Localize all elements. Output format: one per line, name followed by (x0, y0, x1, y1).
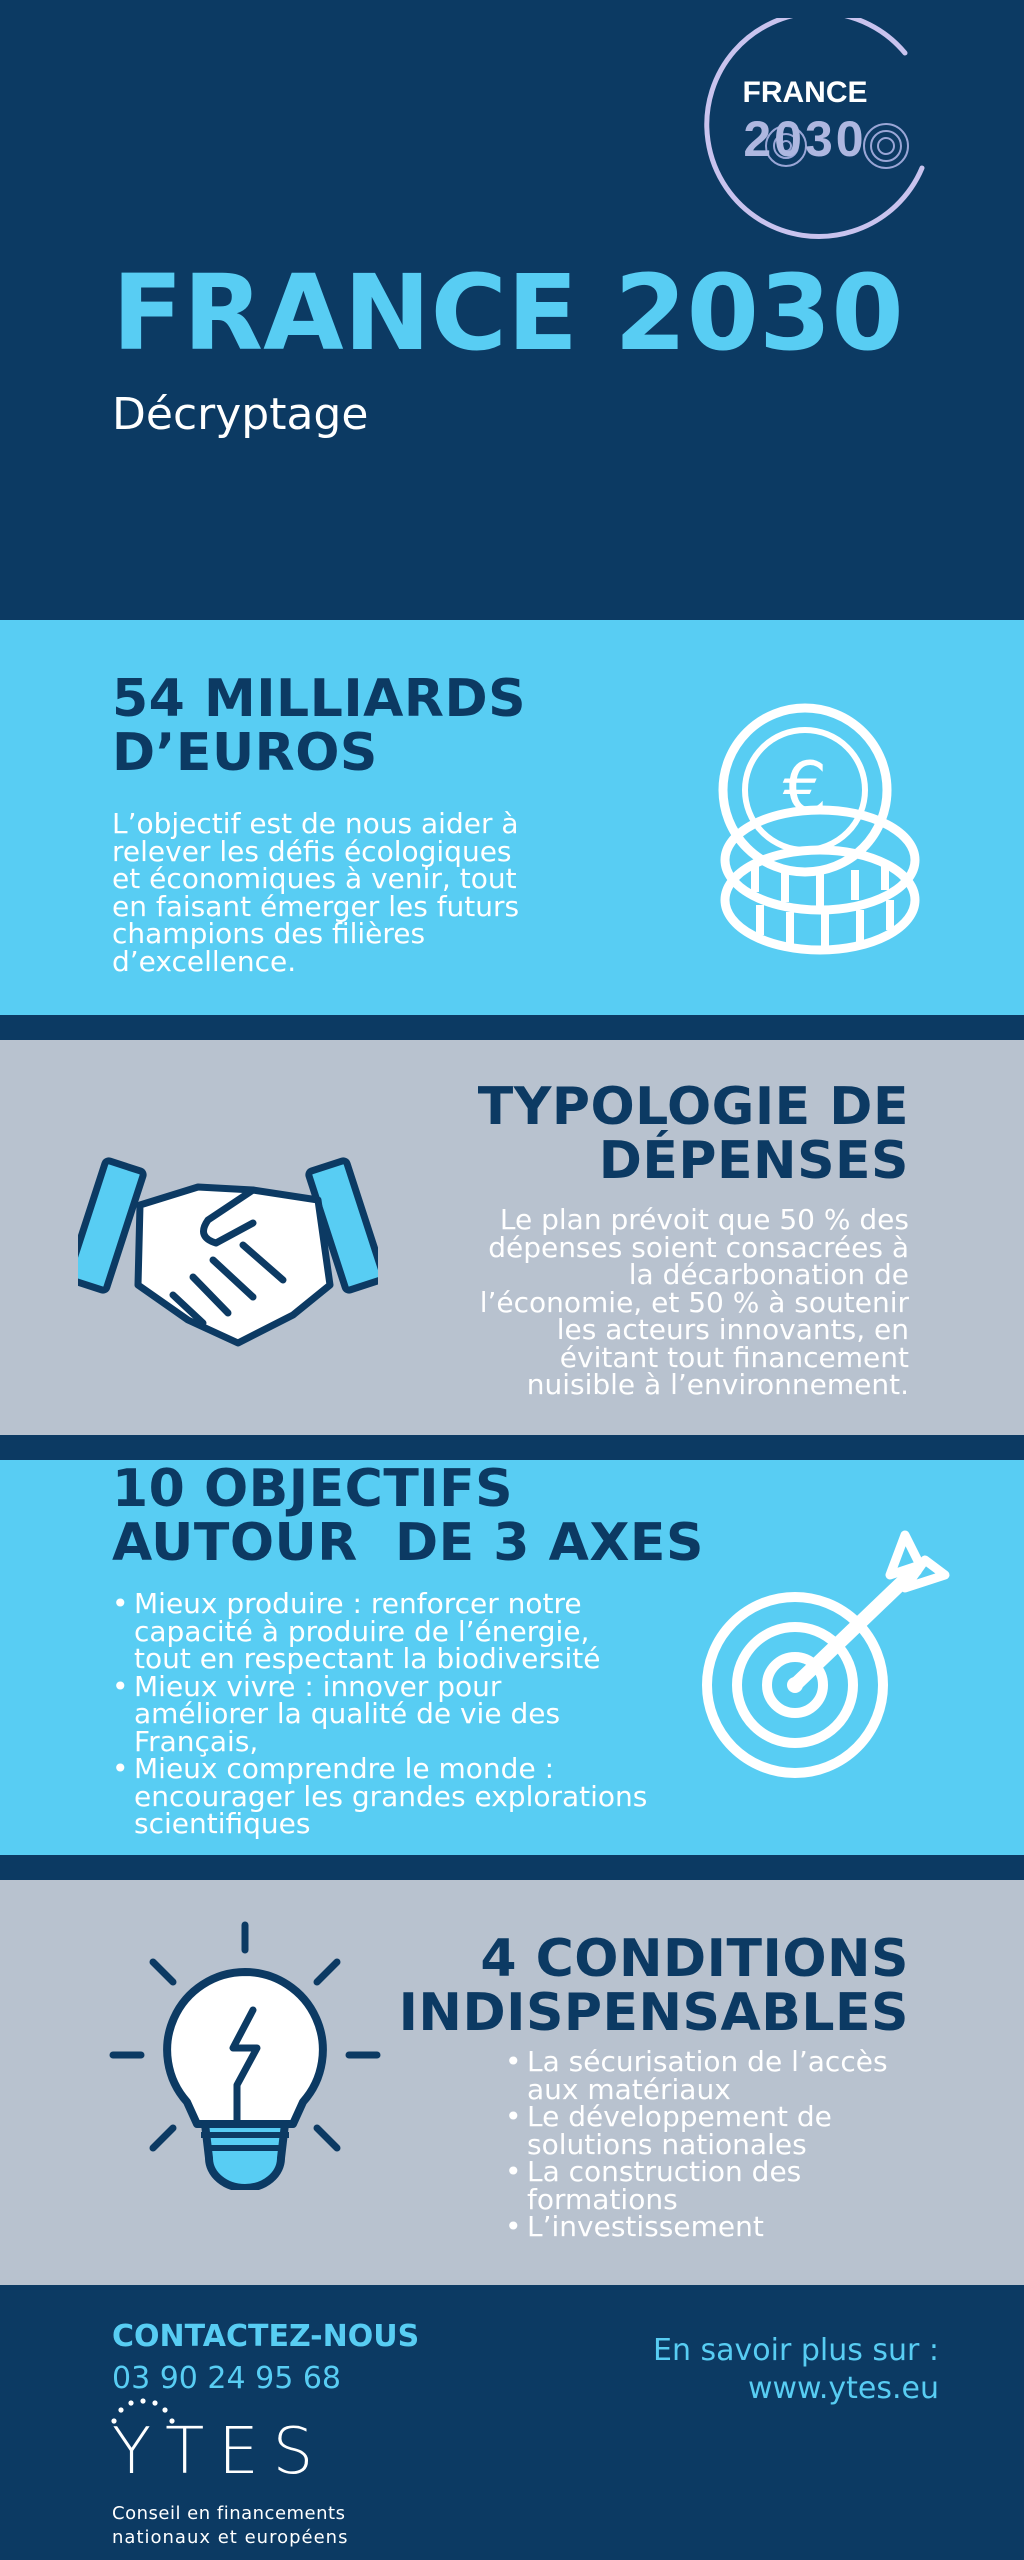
text-line: l’économie, et 50 % à soutenir (479, 1285, 909, 1319)
list-item (505, 2045, 888, 2106)
website-link[interactable]: www.ytes.eu (747, 2371, 939, 2406)
bullet-line: solutions nationales (527, 2127, 807, 2161)
section-conditions (0, 1880, 1024, 2285)
euro-coins-icon (700, 700, 930, 960)
more-info-label: En savoir plus sur : (652, 2333, 939, 2368)
text-line: les acteurs innovants, en (556, 1313, 909, 1346)
contact-label: CONTACTEZ-NOUS (112, 2319, 420, 2354)
bullet-line: encourager les grandes explorations (134, 1779, 648, 1813)
section-objectives (0, 1460, 1024, 1855)
lightbulb-icon (105, 1920, 385, 2190)
bullet-line: • La construction des (527, 2155, 802, 2188)
footer (0, 2285, 1024, 2560)
bullet-line: Français, (134, 1724, 259, 1758)
bullet-line: capacité à produire de l’énergie, (134, 1614, 590, 1648)
phone-number[interactable]: 03 90 24 95 68 (112, 2361, 342, 2396)
bullet-line: • Mieux produire : renforcer notre (134, 1587, 582, 1620)
text-line: champions des filières (112, 917, 426, 950)
header-band (0, 0, 1024, 620)
france-2030-logo (690, 18, 940, 248)
list-item (505, 2100, 888, 2161)
conditions-list (505, 2045, 888, 2243)
text-line: la décarbonation de (628, 1258, 909, 1291)
section-budget (0, 620, 1024, 1015)
text-line: nuisible à l’environnement. (526, 1368, 909, 1401)
list-item (505, 2155, 888, 2216)
title-line: 4 CONDITIONS (480, 1929, 909, 1989)
bullet-line: • Mieux comprendre le monde : (134, 1752, 555, 1785)
bullet-line: scientifiques (134, 1807, 311, 1840)
bullet-line: • Le développement de (527, 2100, 832, 2133)
text-line: dépenses soient consacrées à (488, 1230, 909, 1264)
text-line: Le plan prévoit que 50 % des (499, 1203, 909, 1236)
section-title (112, 669, 527, 783)
bullet-line: • Mieux vivre : innover pour (134, 1669, 502, 1703)
handshake-icon (78, 1145, 378, 1365)
text-line: évitant tout financement (559, 1340, 909, 1374)
text-line: L’objectif est de nous aider à (112, 807, 519, 840)
divider (0, 1015, 1024, 1040)
logo-line-2: 2030 (743, 111, 867, 167)
text-line: et économiques à venir, tout (112, 862, 517, 895)
text-line: relever les défis écologiques (112, 834, 512, 868)
list-item (505, 2210, 888, 2243)
list-item (112, 1587, 704, 1675)
bullet-line: • La sécurisation de l’accès (527, 2045, 888, 2078)
divider (0, 1855, 1024, 1880)
bullet-line: améliorer la qualité de vie des (134, 1697, 561, 1730)
brand-tagline-1: Conseil en financements (112, 2503, 346, 2524)
divider (0, 1435, 1024, 1460)
bullet-line: • L’investissement (527, 2210, 764, 2243)
svg-text:€: € (782, 747, 828, 829)
brand-name: YTES (112, 2415, 328, 2489)
target-arrow-icon (700, 1530, 970, 1780)
ytes-logo (112, 2397, 372, 2547)
text-line: d’excellence. (112, 944, 297, 978)
section-title (398, 1929, 909, 2043)
page-subtitle: Décryptage (112, 389, 369, 440)
bullet-line: tout en respectant la biodiversité (134, 1642, 601, 1675)
bullet-line: formations (527, 2182, 678, 2216)
title-line: TYPOLOGIE DE (477, 1077, 909, 1137)
logo-line-1: FRANCE (742, 76, 868, 109)
page-title: FRANCE 2030 (112, 252, 904, 374)
title-line: 54 MILLIARDS (112, 669, 527, 729)
text-line: en faisant émerger les futurs (112, 889, 520, 923)
title-line: 10 OBJECTIFS (112, 1459, 514, 1519)
bullet-line: aux matériaux (527, 2072, 731, 2106)
section-text (112, 807, 526, 978)
title-line: INDISPENSABLES (398, 1983, 909, 2043)
objectives-list (112, 1587, 704, 1840)
title-line: AUTOUR DE 3 AXES (112, 1513, 704, 1573)
title-line: D’EUROS (112, 723, 378, 783)
brand-tagline-2: nationaux et européens (112, 2527, 349, 2548)
section-title (477, 1077, 909, 1191)
title-line: DÉPENSES (598, 1131, 909, 1191)
section-spending (0, 1040, 1024, 1435)
list-item (112, 1669, 704, 1758)
section-text (478, 1203, 909, 1401)
section-title (112, 1459, 704, 1573)
list-item (112, 1752, 704, 1840)
